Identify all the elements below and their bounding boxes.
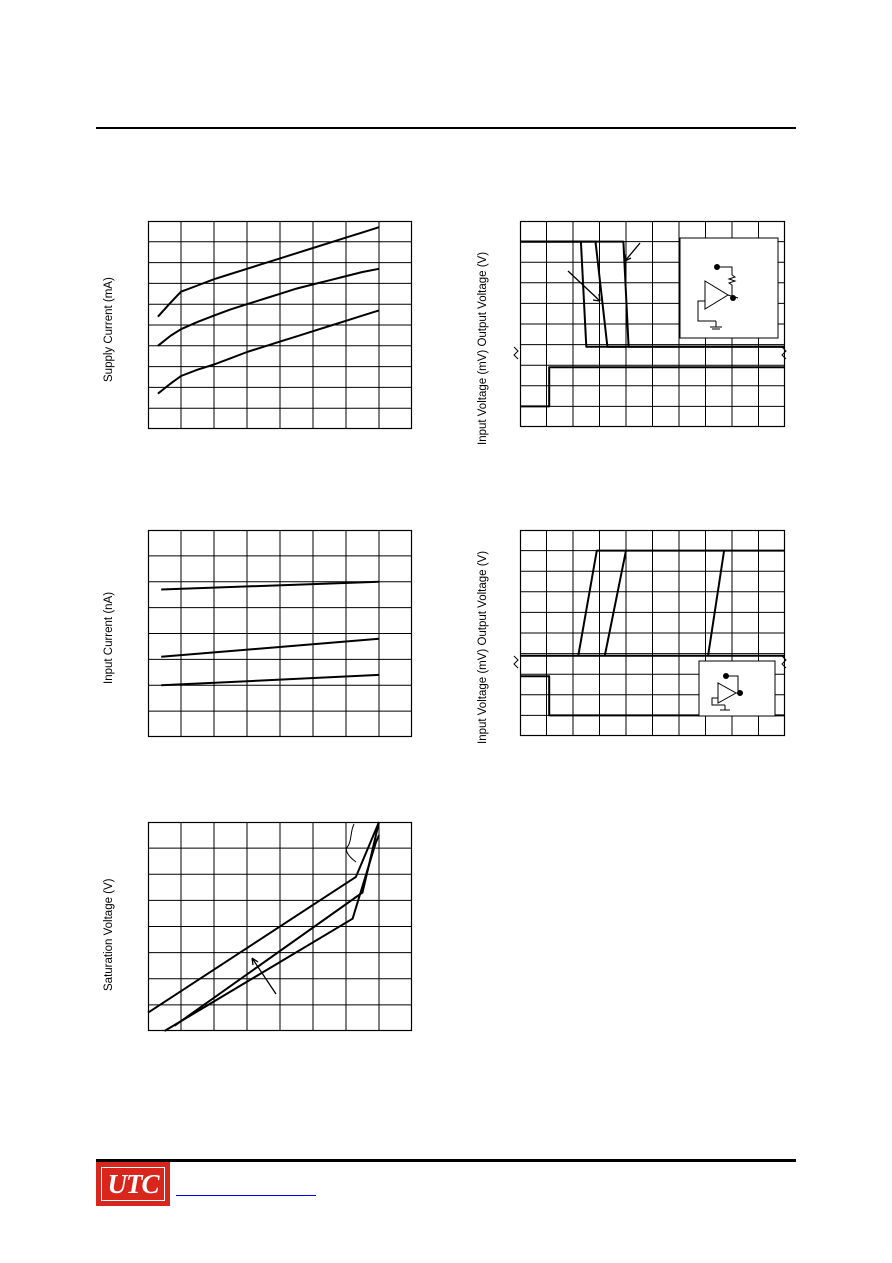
series-line-3	[708, 551, 724, 656]
arrow-annotation	[625, 243, 640, 261]
series-line-2	[605, 551, 626, 656]
noninverting-response-ylabel: Input Voltage (mV) Output Voltage (V)	[477, 550, 489, 744]
series-line-1	[578, 551, 785, 656]
website-link-underline[interactable]	[176, 1195, 316, 1196]
circuit-diagram-icon	[680, 238, 778, 338]
inverting-response-chart	[520, 221, 785, 427]
utc-logo-text: UTC	[107, 1168, 159, 1199]
circuit-box	[680, 238, 778, 338]
saturation-voltage-ylabel: Saturation Voltage (V)	[103, 878, 115, 991]
utc-logo	[96, 1162, 170, 1206]
saturation-voltage-chart	[148, 822, 412, 1031]
supply-current-chart	[148, 221, 412, 429]
inverting-response-ylabel: Input Voltage (mV) Output Voltage (V)	[477, 251, 489, 445]
circuit-box	[699, 661, 775, 716]
header-rule	[96, 127, 796, 129]
footer-rule	[96, 1159, 796, 1162]
supply-current-ylabel: Supply Current (mA)	[103, 277, 115, 382]
supply-current-plot	[148, 221, 412, 429]
saturation-voltage-plot	[148, 822, 412, 1031]
utc-logo-frame	[101, 1167, 165, 1201]
brace-annotation	[346, 824, 356, 862]
noninverting-response-plot	[520, 530, 785, 736]
input-current-chart	[148, 530, 412, 737]
circuit-diagram-icon	[699, 661, 775, 716]
inverting-response-plot	[520, 221, 785, 427]
input-current-plot	[148, 530, 412, 737]
input-current-ylabel: Input Current (nA)	[103, 591, 115, 684]
series-line-2	[174, 822, 379, 1026]
noninverting-response-chart	[520, 530, 785, 736]
series-line-1	[148, 822, 379, 1013]
